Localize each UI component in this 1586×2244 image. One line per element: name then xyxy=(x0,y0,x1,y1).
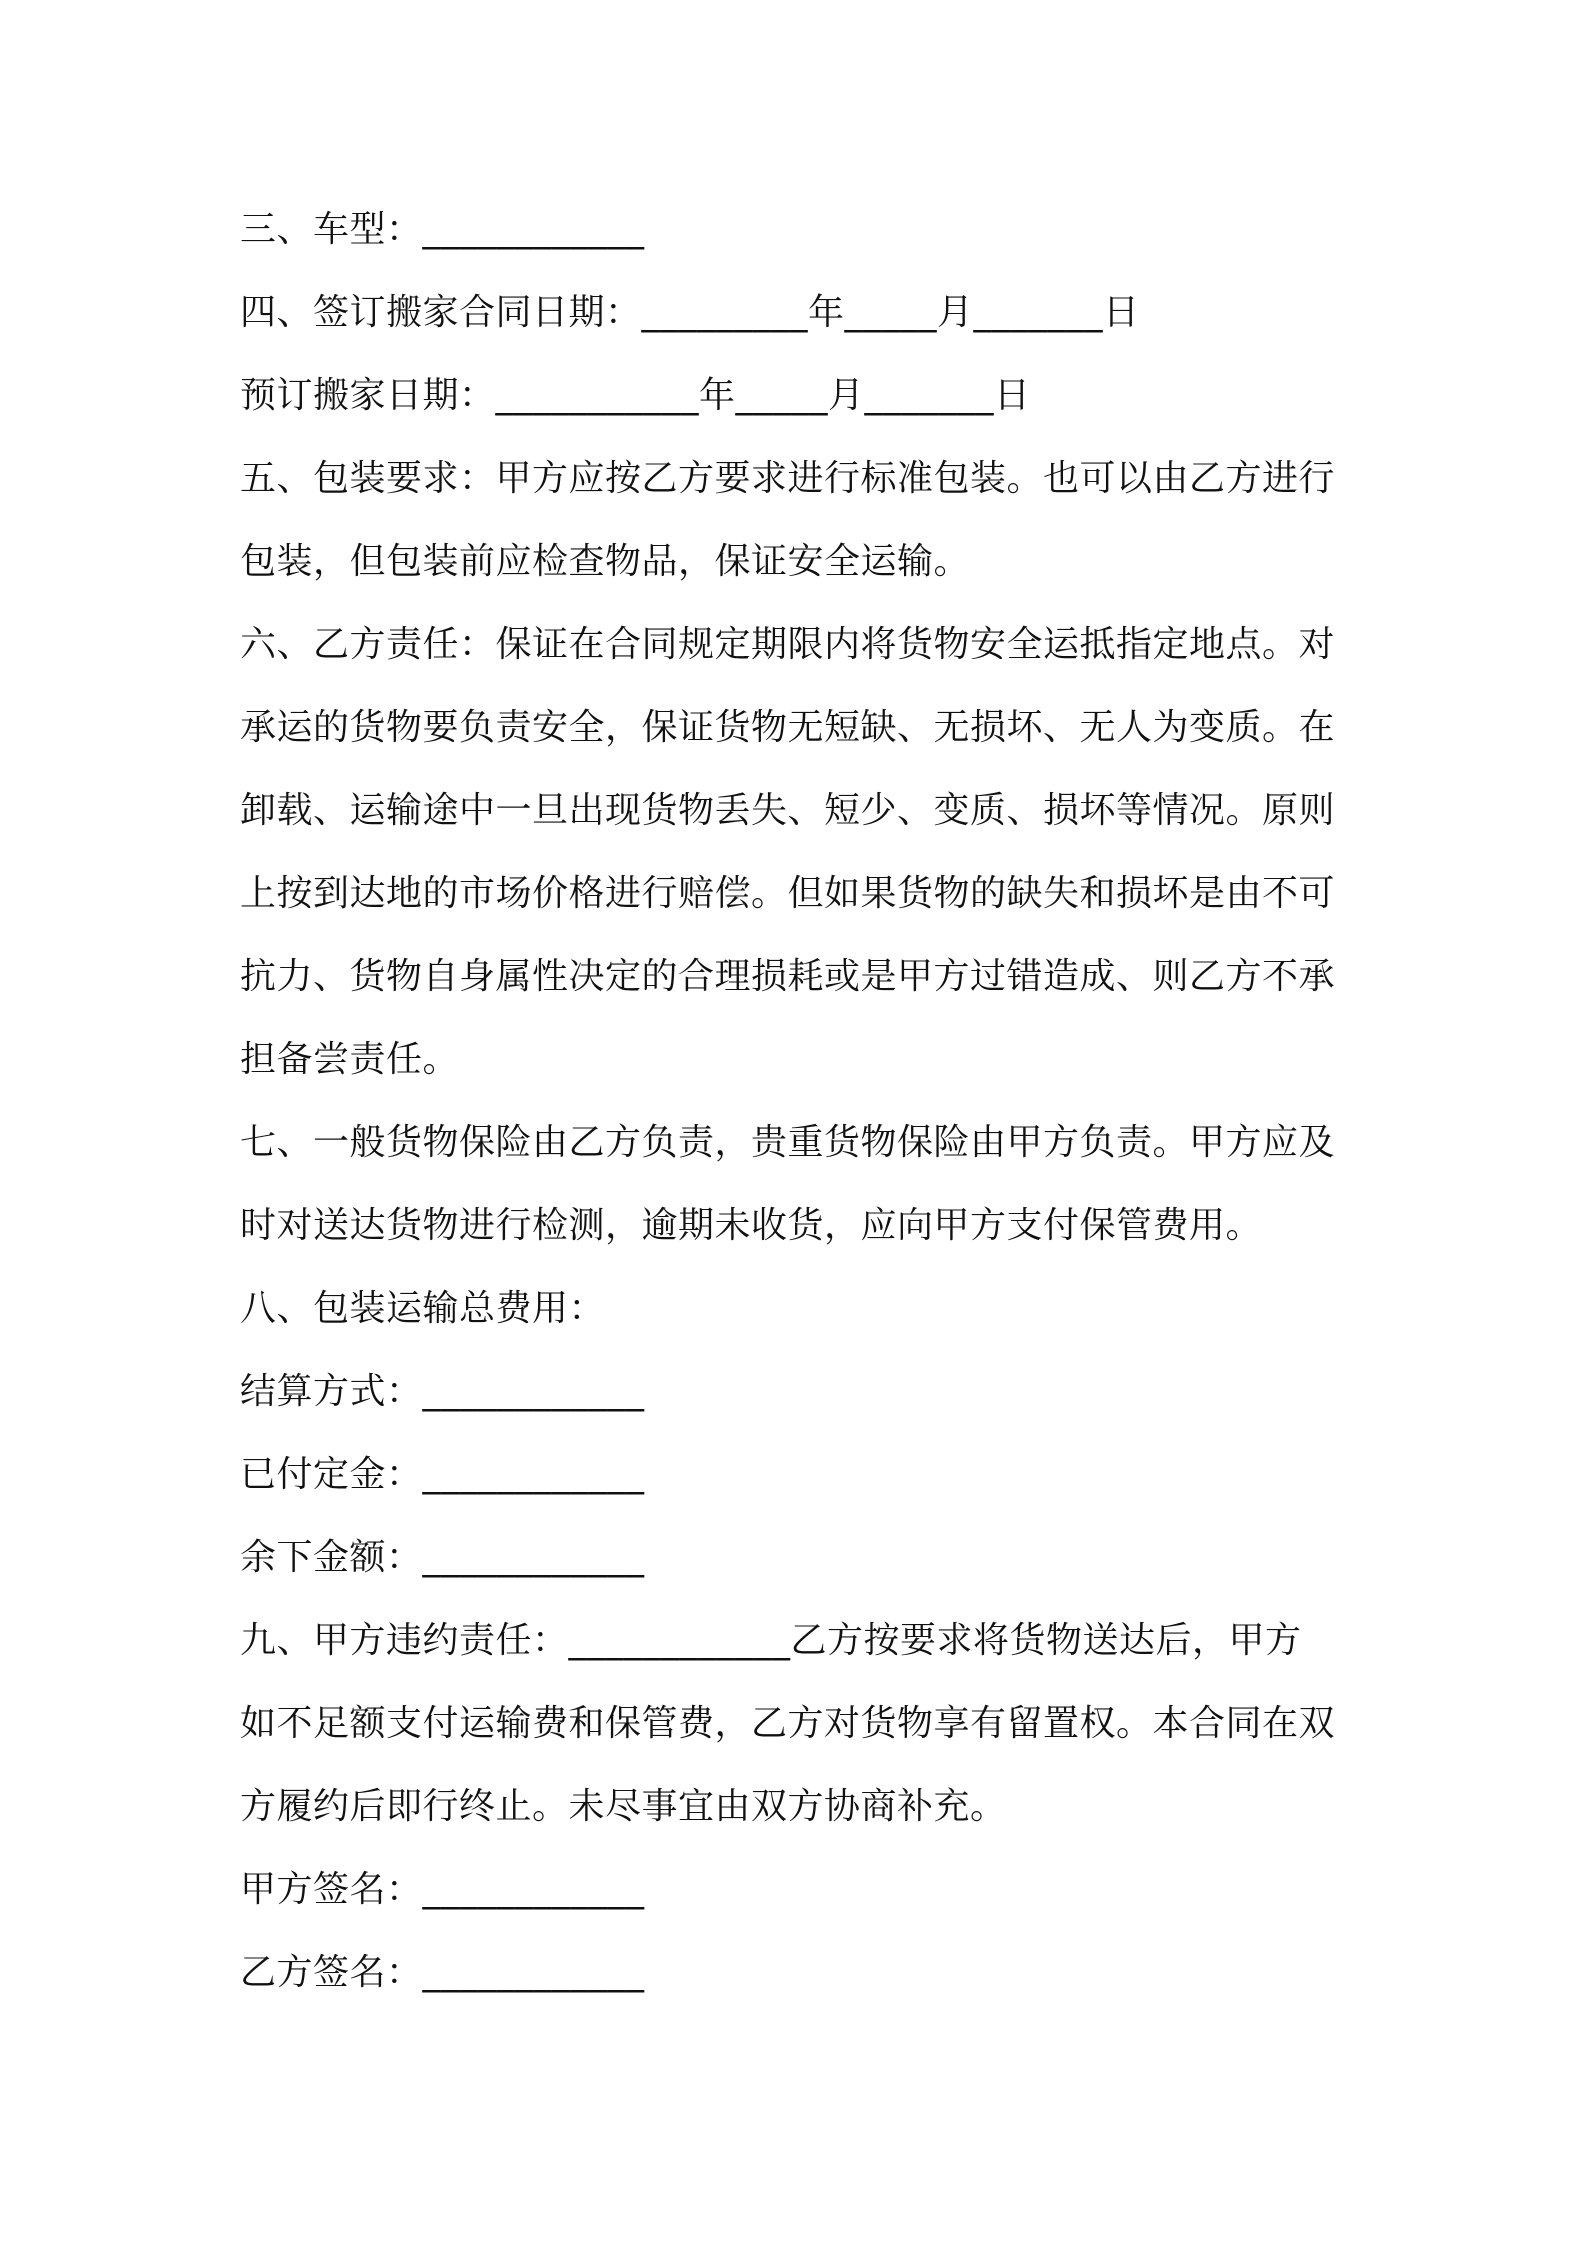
moving-date: 预订搬家日期：___________年_____月_______日 xyxy=(240,375,1031,416)
clause-9-breach-line-1: 九、甲方违约责任：____________乙方按要求将货物送达后，甲方 xyxy=(240,1620,1302,1661)
clause-7-insurance-line-2: 时对送达货物进行检测，逾期未收货，应向甲方支付保管费用。 xyxy=(240,1205,1263,1246)
party-a-signature: 甲方签名：____________ xyxy=(240,1869,645,1910)
clause-6-liability-line-2: 承运的货物要负责安全，保证货物无短缺、无损坏、无人为变质。在 xyxy=(240,707,1336,748)
clause-5-packing-line-1: 五、包装要求：甲方应按乙方要求进行标准包装。也可以由乙方进行 xyxy=(240,458,1336,499)
clause-4-contract-date: 四、签订搬家合同日期：_________年_____月_______日 xyxy=(240,292,1140,333)
clause-6-liability-line-5: 抗力、货物自身属性决定的合理损耗或是甲方过错造成、则乙方不承 xyxy=(240,956,1336,997)
remaining-amount: 余下金额：____________ xyxy=(240,1537,645,1578)
clause-9-breach-line-2: 如不足额支付运输费和保管费，乙方对货物享有留置权。本合同在双 xyxy=(240,1703,1336,1744)
deposit-paid: 已付定金：____________ xyxy=(240,1454,645,1495)
settlement-method: 结算方式：____________ xyxy=(240,1371,645,1412)
clause-9-breach-line-3: 方履约后即行终止。未尽事宜由双方协商补充。 xyxy=(240,1786,1007,1827)
clause-8-total-cost: 八、包装运输总费用： xyxy=(240,1288,606,1329)
party-b-signature: 乙方签名：____________ xyxy=(240,1952,645,1993)
clause-6-liability-line-4: 上按到达地的市场价格进行赔偿。但如果货物的缺失和损坏是由不可 xyxy=(240,873,1336,914)
clause-7-insurance-line-1: 七、一般货物保险由乙方负责，贵重货物保险由甲方负责。甲方应及 xyxy=(240,1122,1336,1163)
clause-5-packing-line-2: 包装，但包装前应检查物品，保证安全运输。 xyxy=(240,541,971,582)
clause-6-liability-line-6: 担备尝责任。 xyxy=(240,1039,460,1080)
clause-6-liability-line-1: 六、乙方责任：保证在合同规定期限内将货物安全运抵指定地点。对 xyxy=(240,624,1336,665)
clause-3-vehicle-type: 三、车型：____________ xyxy=(240,209,645,250)
clause-6-liability-line-3: 卸载、运输途中一旦出现货物丢失、短少、变质、损坏等情况。原则 xyxy=(240,790,1336,831)
